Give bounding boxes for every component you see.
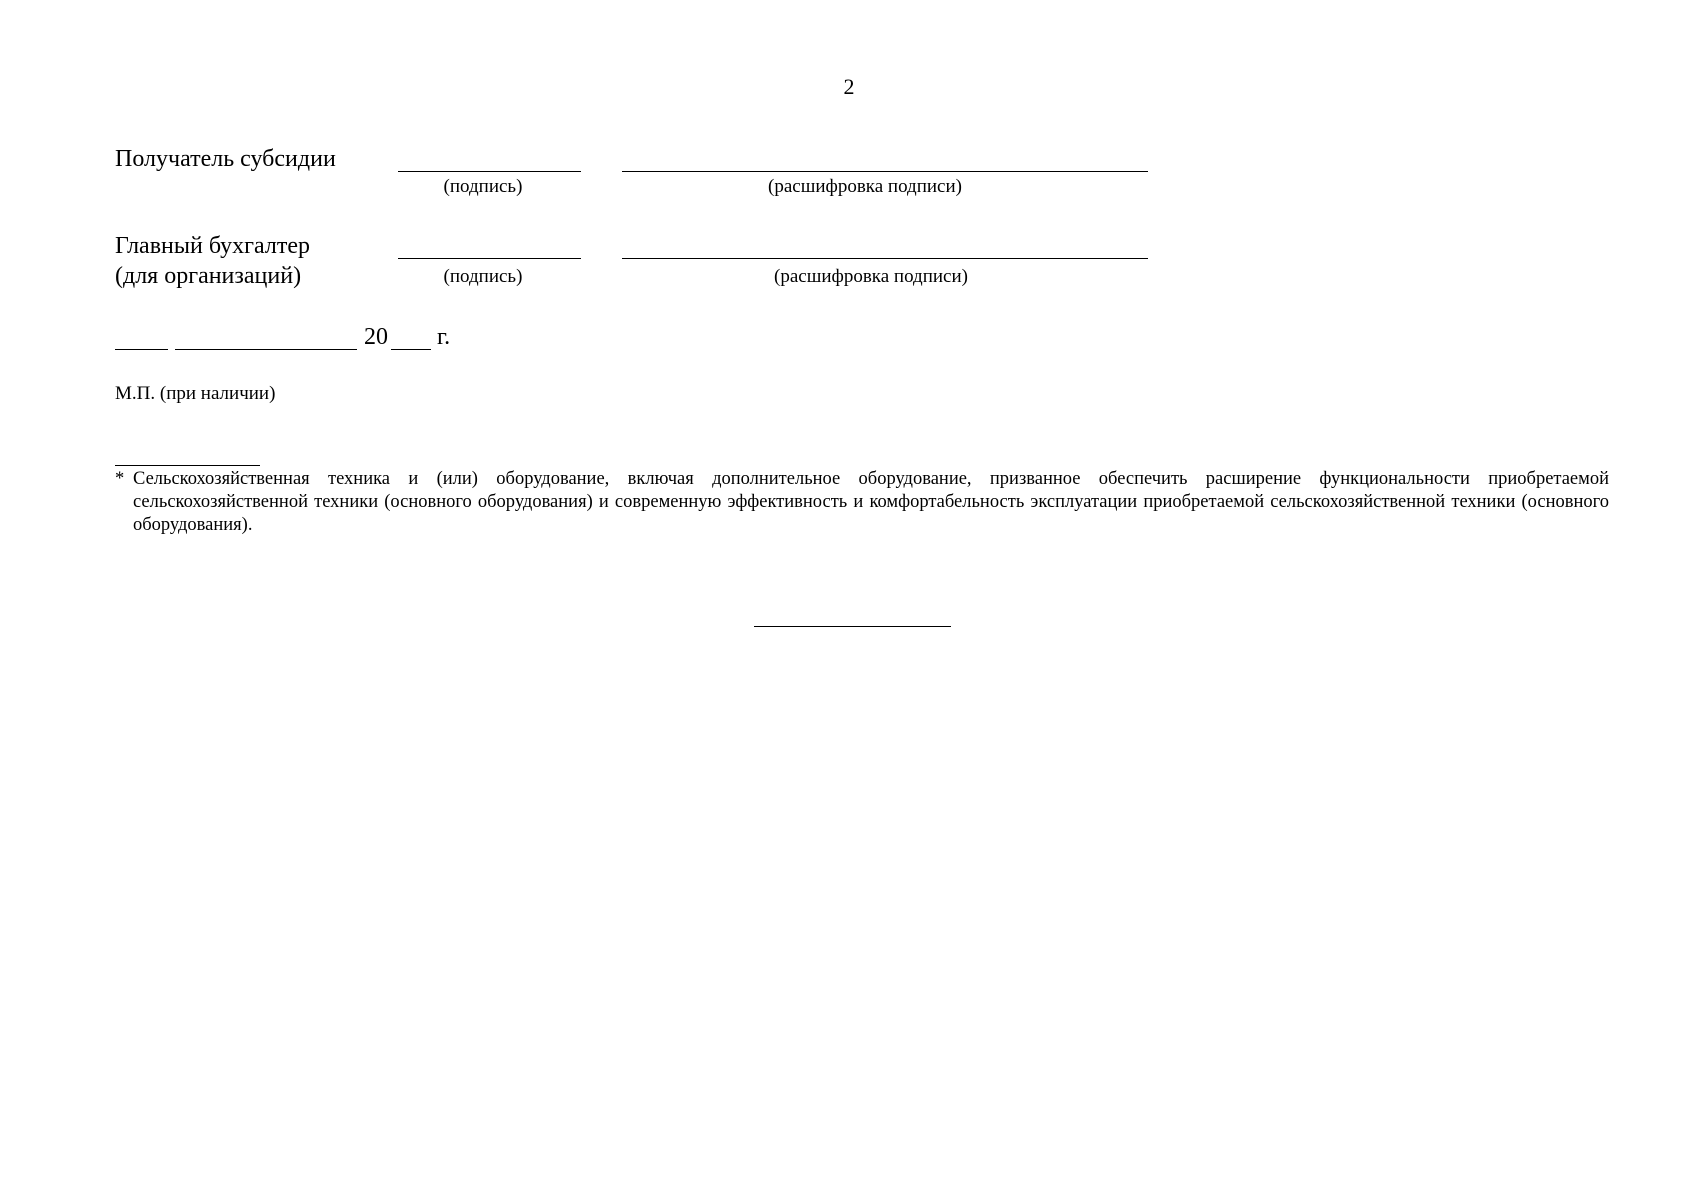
recipient-signature-line: [398, 171, 581, 172]
recipient-signature-caption: (подпись): [443, 176, 523, 197]
footnote-text: Сельскохозяйственная техника и (или) оборудование, включая дополнительное оборудование, призванное обеспечить расширение функциональности приобретаемой сельскохозяйственной техники (основного оборудования) и современную эффективность и комфортабельность эксплуатации приобретаемой сельскохозяйственной техники (основного оборудования).: [133, 469, 1609, 535]
date-day-line: [115, 349, 168, 350]
accountant-label-line1: Главный бухгалтер: [115, 233, 310, 259]
recipient-label: Получатель субсидии: [115, 146, 336, 172]
accountant-decryption-caption: (расшифровка подписи): [774, 266, 968, 287]
recipient-decryption-line: [622, 171, 1148, 172]
accountant-decryption-line: [622, 258, 1148, 259]
recipient-decryption-caption: (расшифровка подписи): [768, 176, 962, 197]
accountant-label-line2: (для организаций): [115, 263, 302, 289]
date-year-suffix: г.: [437, 324, 451, 350]
accountant-signature-caption: (подпись): [443, 266, 523, 287]
footnote-separator: [115, 465, 260, 466]
closing-line: [754, 626, 951, 627]
footnote-mark: *: [115, 469, 125, 489]
stamp-label: М.П. (при наличии): [115, 383, 276, 404]
page-number: 2: [843, 74, 855, 99]
date-month-line: [175, 349, 357, 350]
footnote: [115, 468, 1609, 537]
date-year-prefix: 20: [364, 324, 388, 350]
accountant-signature-line: [398, 258, 581, 259]
date-year-line: [391, 349, 431, 350]
